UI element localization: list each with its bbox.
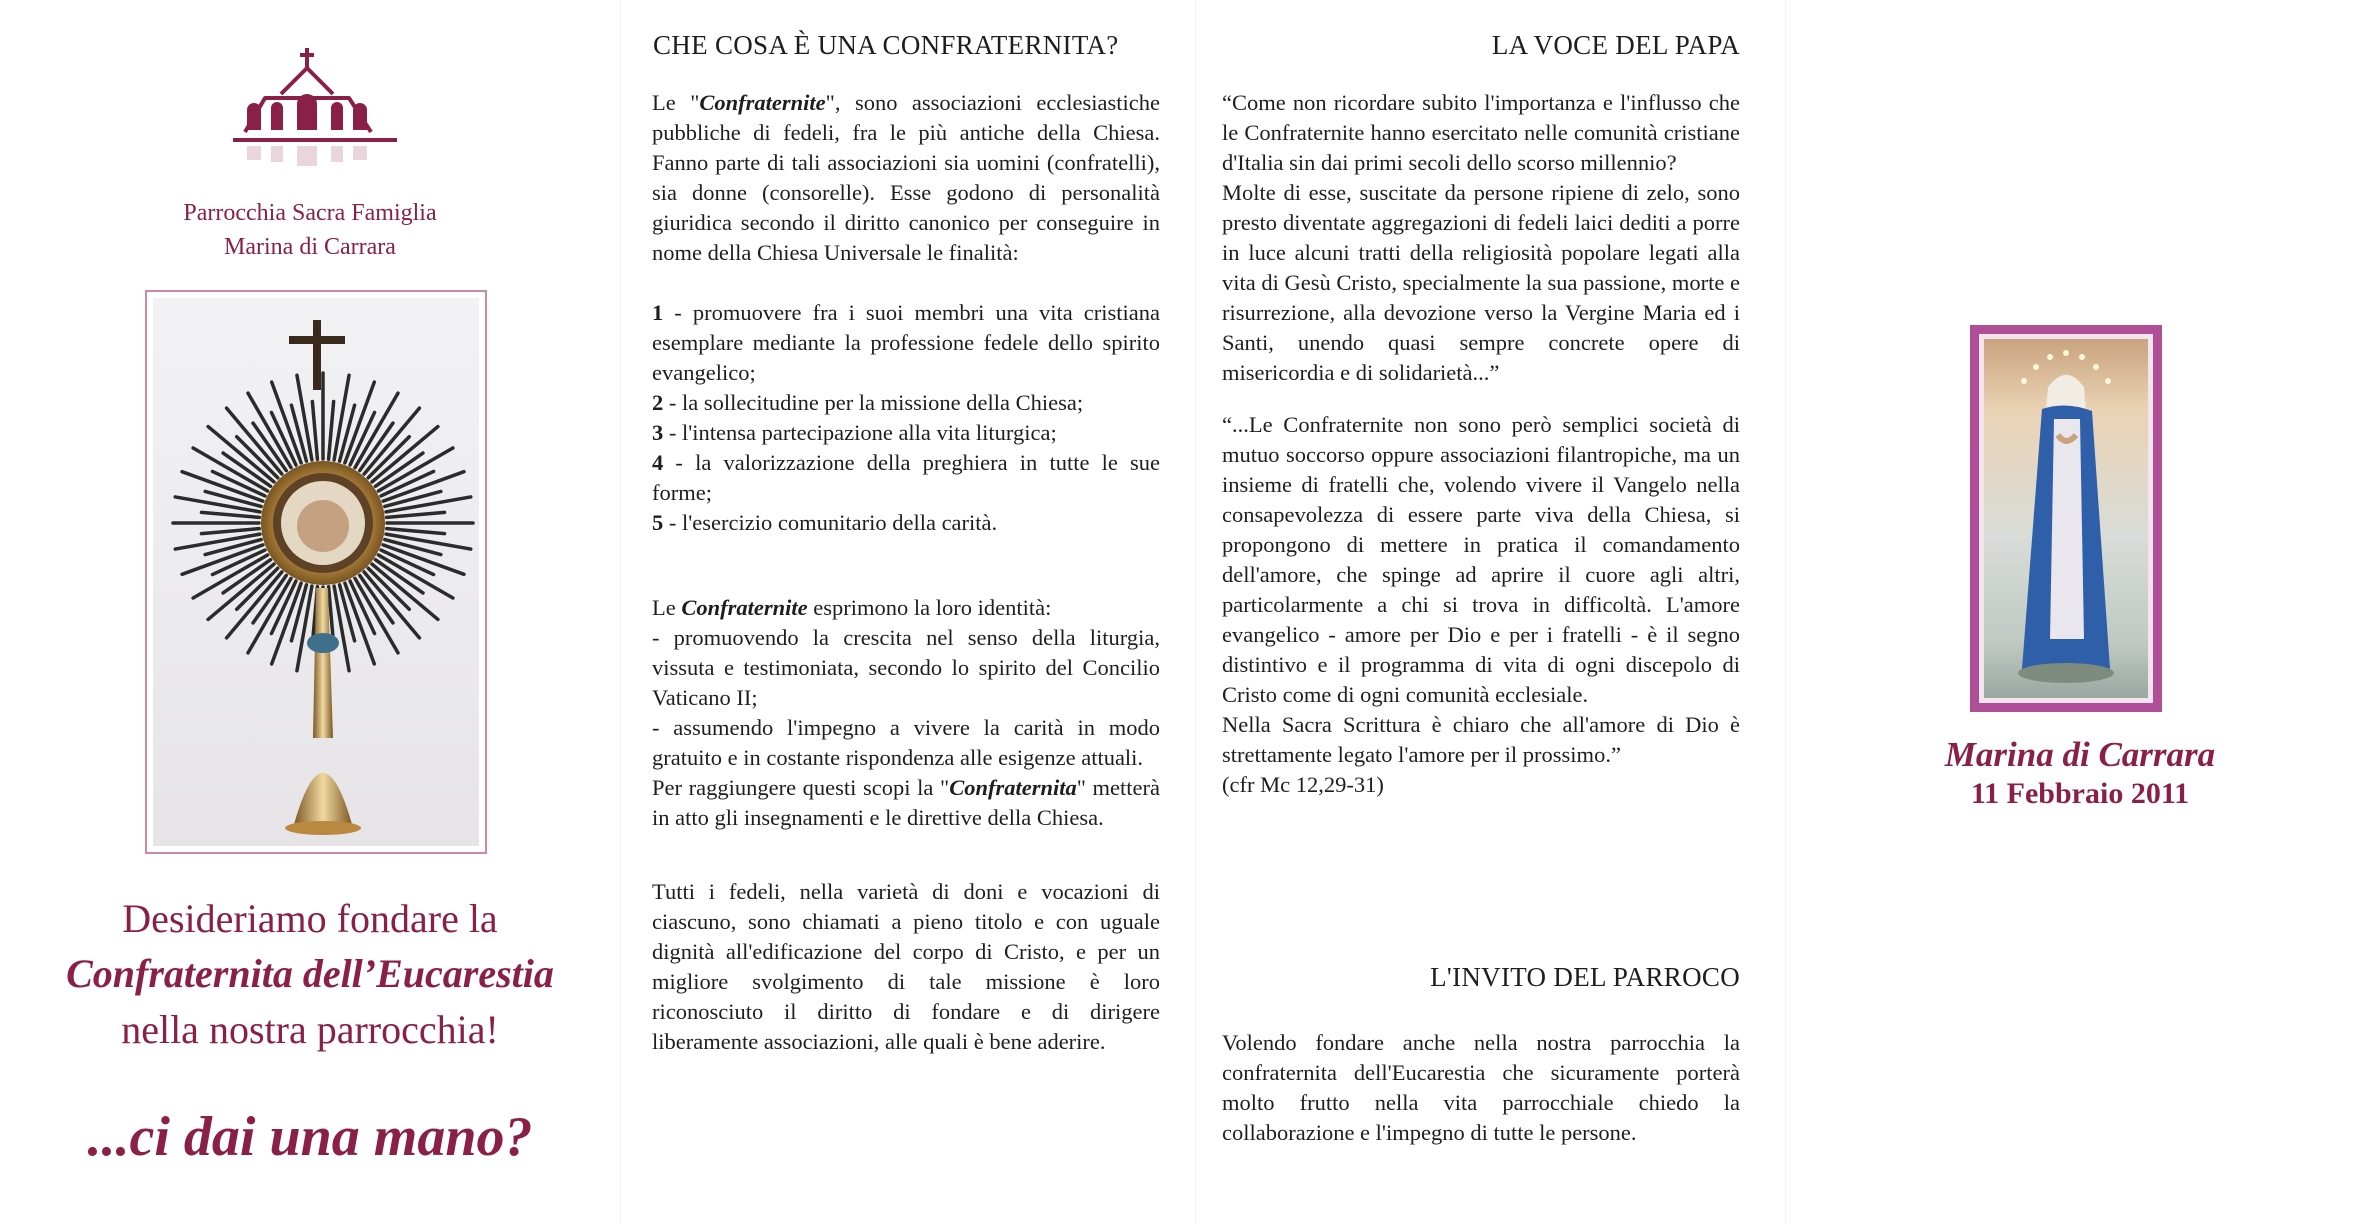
holy-card-inner — [1979, 334, 2153, 703]
holy-card-frame — [1970, 325, 2162, 712]
tagline-line-3: nella nostra parrocchia! — [121, 1007, 499, 1052]
monstrance-image — [153, 298, 479, 846]
list-number: 2 — [652, 390, 664, 415]
pope-panel — [1195, 0, 1785, 1224]
list-text: - la valorizzazione della preghiera in tutte le sue forme; — [652, 450, 1160, 505]
intro-post: ", sono associazioni ecclesiastiche pubbliche di fedeli, fra le più antiche della Chiesa. Fanno parte di tali associazioni sia uomini (confratelli), sia donne (consorelle). Esse godono di personalità giuridica secondo il diritto canonico per conseguire in nome della Chiesa Universale le finalità: — [652, 90, 1161, 265]
aims-pre: Per raggiungere questi scopi la " — [652, 775, 950, 800]
list-item — [652, 508, 1160, 538]
back-date: 11 Febbraio 2011 — [1970, 777, 2190, 810]
intro-pre: Le " — [652, 90, 700, 115]
pope-quote-2b: Nella Sacra Scrittura è chiaro che all'amore di Dio è strettamente legato l'amore per il prossimo.” — [1222, 712, 1740, 767]
back-place: Marina di Carrara — [1944, 735, 2216, 774]
parish-line-1: Parrocchia Sacra Famiglia — [183, 200, 437, 226]
list-text: - la sollecitudine per la missione della Chiesa; — [663, 390, 1084, 415]
identity-item-1: - promuovendo la crescita nel senso della liturgia, vissuta e testimoniata, secondo lo spirito del Concilio Vaticano II; — [652, 625, 1160, 710]
confraternity-panel — [620, 0, 1195, 1224]
identity-post: esprimono la loro identità: — [807, 595, 1052, 620]
section-heading-pope: LA VOCE DEL PAPA — [1491, 30, 1740, 60]
cover-panel — [0, 0, 620, 1224]
pope-quote-1a: “Come non ricordare subito l'importanza e l'influsso che le Confraternite hanno esercitato nelle comunità cristiane d'Italia sin dai primi secoli dello scorso millennio? — [1222, 90, 1740, 175]
intro-term: Confraternite — [699, 90, 826, 115]
parish-name — [0, 196, 620, 264]
list-number: 5 — [652, 510, 664, 535]
identity-pre: Le — [652, 595, 682, 620]
list-text: - l'intensa partecipazione alla vita liturgica; — [663, 420, 1057, 445]
section-heading-what-is: CHE COSA È UNA CONFRATERNITA? — [653, 30, 1119, 60]
list-text: - l'esercizio comunitario della carità. — [663, 510, 998, 535]
monstrance-photo-frame — [145, 290, 487, 854]
closing-paragraph: Tutti i fedeli, nella varietà di doni e vocazioni di ciascuno, sono chiamati a pieno titolo e con uguale dignità all'edificazione del corpo di Cristo, e per un migliore svolgimento di tale missione è loro riconosciuto il diritto di fondare e di dirigere liberamente associazioni, alle quali è bene aderire. — [652, 879, 1160, 1054]
parish-line-2: Marina di Carrara — [224, 234, 396, 260]
pope-quote-body — [1222, 88, 1740, 800]
aims-paragraph — [652, 773, 1160, 833]
citation: (cfr Mc 12,29-31) — [1222, 772, 1384, 797]
back-panel — [1785, 0, 2360, 1224]
tagline-question: ...ci dai una mano? — [87, 1106, 533, 1168]
list-item — [652, 418, 1160, 448]
list-text: - promuovere fra i suoi membri una vita cristiana esemplare mediante la professione fedele dello spirito evangelico; — [652, 300, 1160, 385]
identity-intro — [652, 593, 1160, 623]
pope-quote-2a: “...Le Confraternite non sono però semplici società di mutuo soccorso oppure associazioni filantropiche, ma un insieme di fratelli che, volendo vivere il Vangelo nella consapevolezza di essere parte viva della Chiesa, si propongono di mettere in pratica il comandamento dell'amore, che spinge ad aprire il cuore agli altri, particolarmente a chi si trova in difficoltà. L'amore evangelico - amore per Dio e per i fratelli - è il segno distintivo e il programma di vita di ogni discepolo di Cristo come di ogni comunità ecclesiale. — [1222, 412, 1740, 707]
tagline-line-2: Confraternita dell’Eucarestia — [66, 951, 554, 996]
aims-post: " metterà in atto gli insegnamenti e le direttive della Chiesa. — [652, 775, 1160, 830]
church-logo-icon — [225, 42, 405, 182]
list-item — [652, 388, 1160, 418]
list-item — [652, 448, 1160, 508]
intro-paragraph — [652, 88, 1160, 268]
identity-term: Confraternite — [681, 595, 808, 620]
invite-body — [1222, 1028, 1740, 1148]
madonna-image — [1984, 339, 2148, 698]
section-heading-invite: L'INVITO DEL PARROCO — [1430, 962, 1740, 992]
list-number: 1 — [652, 300, 664, 325]
confraternity-body — [652, 88, 1160, 1057]
pope-quote-1b: Molte di esse, suscitate da persone ripiene di zelo, sono presto diventate aggregazioni di fedeli laici dediti a porre in luce alcuni tratti della religiosità popolare legati alla vita di Gesù Cristo, specialmente la sua passione, morte e risurrezione, alla devozione verso la Vergine Maria ed i Santi, unendo quasi sempre concrete opere di misericordia e di solidarietà...” — [1222, 180, 1740, 385]
invite-paragraph: Volendo fondare anche nella nostra parrocchia la confraternita dell'Eucarestia che sicuramente porterà molto frutto nella vita parrocchiale chiedo la collaborazione e l'impegno di tutte le persone. — [1222, 1030, 1740, 1145]
tagline-line-1: Desideriamo fondare la — [122, 896, 498, 941]
list-number: 4 — [652, 450, 664, 475]
aims-term: Confraternita — [949, 775, 1077, 800]
list-number: 3 — [652, 420, 664, 445]
list-item — [652, 298, 1160, 388]
identity-item-2: - assumendo l'impegno a vivere la carità in modo gratuito e in costante rispondenza alle esigenze attuali. — [652, 715, 1160, 770]
